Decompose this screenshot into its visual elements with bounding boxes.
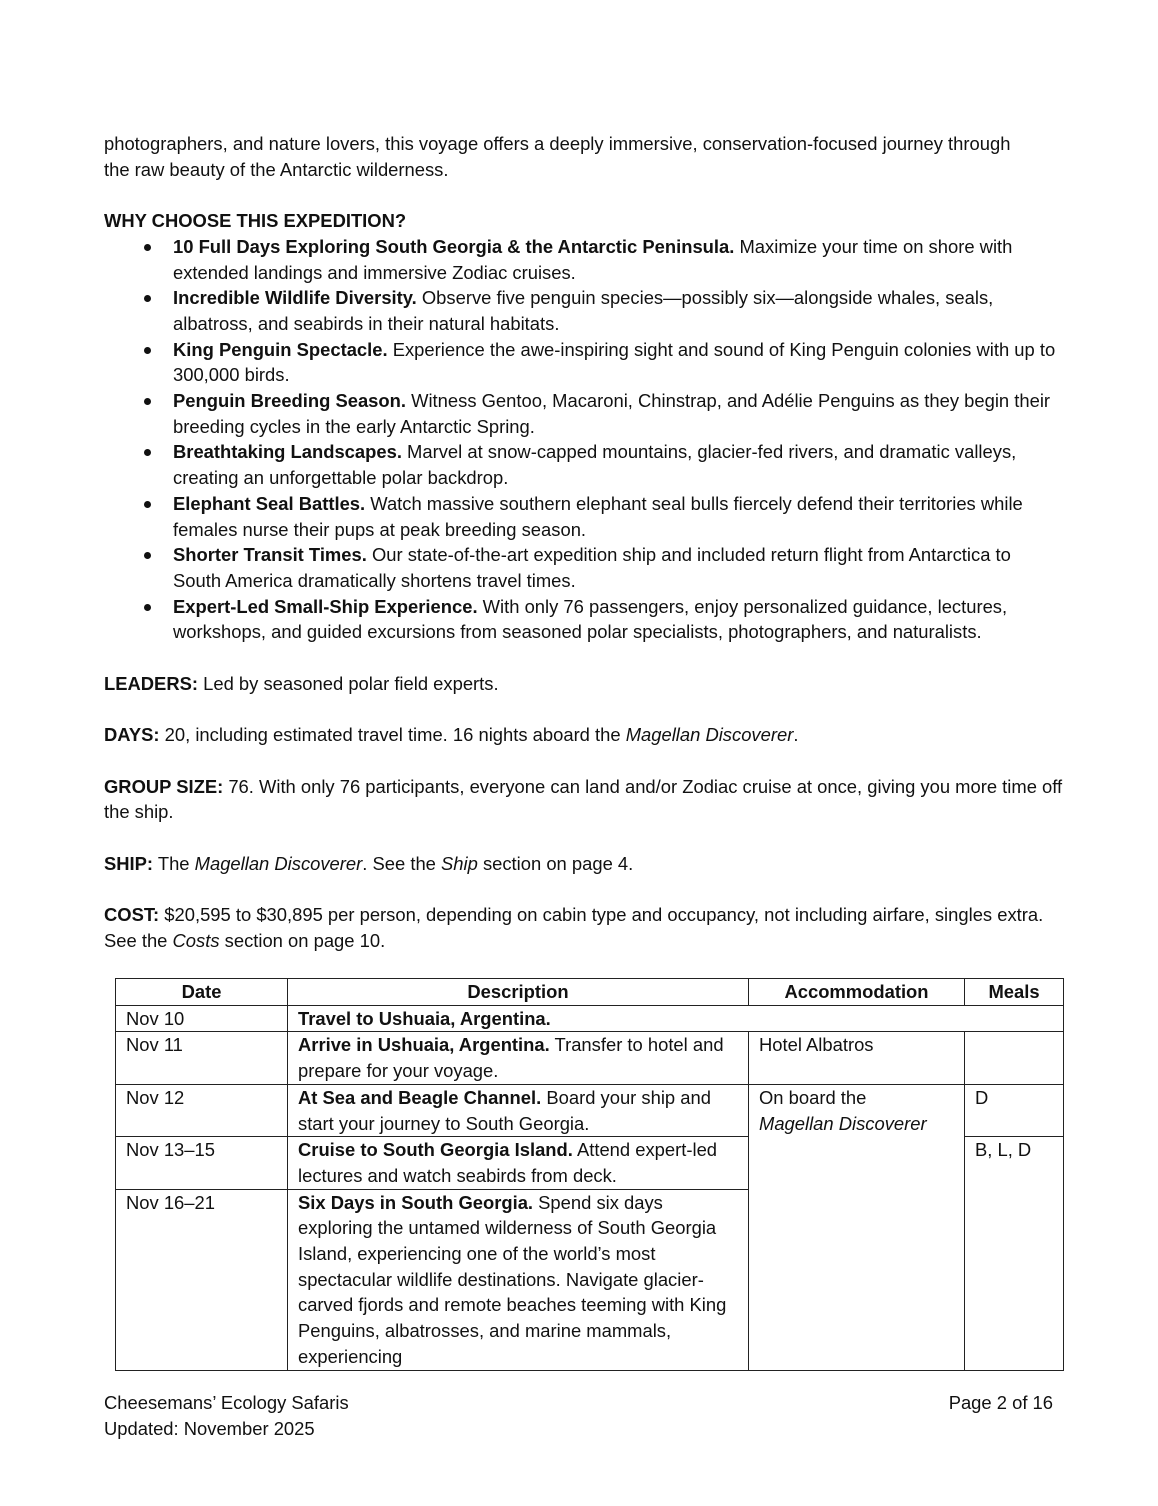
description-title: Six Days in South Georgia. — [298, 1191, 534, 1213]
ship-section-ref: Ship — [441, 852, 478, 874]
bullet-title: Incredible Wildlife Diversity. — [173, 287, 417, 309]
table-header-row — [116, 979, 1064, 1006]
bullet-icon — [144, 552, 151, 559]
column-header-accommodation: Accommodation — [749, 979, 965, 1006]
bullet-icon — [144, 398, 151, 405]
itinerary-table — [115, 978, 1064, 1371]
bullet-icon — [144, 449, 151, 456]
bullet-item — [104, 542, 1064, 593]
cell-description — [288, 1189, 749, 1370]
cell-date: Nov 11 — [116, 1032, 288, 1084]
bullet-item — [104, 439, 1064, 490]
bullet-icon — [144, 295, 151, 302]
ship-paragraph — [104, 851, 1064, 877]
why-bullet-list — [104, 234, 1064, 645]
group-size-paragraph — [104, 774, 1064, 825]
bullet-item — [104, 388, 1064, 439]
intro-line-2: the raw beauty of the Antarctic wilderness. — [104, 158, 449, 180]
leaders-paragraph — [104, 671, 1064, 697]
bullet-title: Shorter Transit Times. — [173, 544, 367, 566]
days-paragraph — [104, 722, 1064, 748]
bullet-text: Maximize your time on shore with extended landings and immersive Zodiac cruises. — [173, 235, 1013, 283]
ship-text-3: section on page 4. — [477, 852, 634, 874]
page-content — [104, 131, 1064, 953]
ship-text-2: . See the — [362, 852, 442, 874]
bullet-title: Penguin Breeding Season. — [173, 390, 406, 412]
days-ship-name: Magellan Discoverer — [625, 724, 794, 746]
cell-date: Nov 13–15 — [116, 1137, 288, 1189]
cell-meals: D — [965, 1084, 1064, 1136]
bullet-title: Elephant Seal Battles. — [173, 492, 366, 514]
leaders-label: LEADERS: — [104, 672, 199, 694]
intro-paragraph — [104, 131, 1064, 182]
cell-accommodation — [749, 1084, 965, 1370]
description-text: Attend expert-led lectures and watch seabirds from deck. — [298, 1139, 718, 1186]
description-text: Board your ship and start your journey to South Georgia. — [298, 1086, 711, 1134]
bullet-icon — [144, 501, 151, 508]
accommodation-ship-name: Magellan Discoverer — [759, 1112, 927, 1134]
footer-updated: Updated: November 2025 — [104, 1417, 315, 1439]
cell-date: Nov 16–21 — [116, 1189, 288, 1370]
cost-section-ref: Costs — [172, 929, 220, 951]
group-size-text: 76. With only 76 participants, everyone can land and/or Zodiac cruise at once, giving you more time off the ship. — [104, 775, 1063, 823]
bullet-icon — [144, 244, 151, 251]
cell-description — [288, 1084, 749, 1136]
days-text: 20, including estimated travel time. 16 nights aboard the — [159, 724, 626, 746]
page-footer — [104, 1390, 1053, 1441]
cell-description — [288, 1137, 749, 1189]
footer-company: Cheesemans’ Ecology Safaris — [104, 1392, 349, 1413]
description-text: Transfer to hotel and prepare for your voyage. — [298, 1034, 724, 1082]
bullet-item — [104, 491, 1064, 542]
column-header-meals: Meals — [965, 979, 1064, 1006]
cost-label: COST: — [104, 904, 160, 925]
ship-name: Magellan Discoverer — [194, 852, 363, 874]
cost-text-1: $20,595 to $30,895 per person, depending on cabin type and occupancy, not including airfare, singles extra. See the — [104, 904, 1044, 951]
table-row — [116, 1084, 1064, 1136]
ship-label: SHIP: — [104, 852, 154, 874]
description-title: Cruise to South Georgia Island. — [298, 1139, 573, 1161]
table-row — [116, 1032, 1064, 1084]
ship-text-1: The — [153, 852, 195, 874]
bullet-title: Expert-Led Small-Ship Experience. — [173, 595, 478, 617]
cell-meals — [965, 1032, 1064, 1084]
cell-meals: B, L, D — [965, 1137, 1064, 1370]
bullet-text: Marvel at snow-capped mountains, glacier-fed rivers, and dramatic valleys, creating an unforgettable polar backdrop. — [173, 441, 1017, 489]
cell-description — [288, 1032, 749, 1084]
cell-accommodation: Hotel Albatros — [749, 1032, 965, 1084]
bullet-text: Witness Gentoo, Macaroni, Chinstrap, and Adélie Penguins as they begin their breeding cycles in the early Antarctic Spring. — [173, 390, 1051, 437]
why-heading: WHY CHOOSE THIS EXPEDITION? — [104, 210, 407, 232]
bullet-text: Observe five penguin species—possibly six—alongside whales, seals, albatross, and seabirds in their natural habitats. — [173, 287, 994, 334]
cost-paragraph — [104, 902, 1064, 953]
days-label: DAYS: — [104, 724, 160, 746]
cell-date: Nov 12 — [116, 1084, 288, 1136]
leaders-text: Led by seasoned polar field experts. — [198, 672, 499, 694]
bullet-icon — [144, 604, 151, 611]
column-header-date: Date — [116, 979, 288, 1006]
cell-date: Nov 10 — [116, 1005, 288, 1032]
description-title: Travel to Ushuaia, Argentina. — [298, 1007, 551, 1029]
group-size-label: GROUP SIZE: — [104, 775, 224, 797]
description-title: At Sea and Beagle Channel. — [298, 1086, 542, 1108]
column-header-description: Description — [288, 979, 749, 1006]
bullet-title: Breathtaking Landscapes. — [173, 441, 402, 463]
intro-line-1: photographers, and nature lovers, this voyage offers a deeply immersive, conservation-focused journey through — [104, 133, 1011, 154]
description-title: Arrive in Ushuaia, Argentina. — [298, 1034, 550, 1056]
bullet-text: With only 76 passengers, enjoy personalized guidance, lectures, workshops, and guided excursions from seasoned polar specialists, photographers, and naturalists. — [173, 595, 1008, 643]
bullet-title: 10 Full Days Exploring South Georgia & the Antarctic Peninsula. — [173, 235, 735, 257]
bullet-text: Experience the awe-inspiring sight and sound of King Penguin colonies with up to 300,000 birds. — [173, 338, 1056, 386]
bullet-item — [104, 594, 1064, 645]
bullet-text: Our state-of-the-art expedition ship and included return flight from Antarctica to South America dramatically shortens travel times. — [173, 544, 1011, 591]
days-end: . — [793, 724, 799, 746]
bullet-icon — [144, 347, 151, 354]
cost-text-2: section on page 10. — [219, 929, 386, 951]
bullet-text: Watch massive southern elephant seal bulls fiercely defend their territories while females nurse their pups at peak breeding season. — [173, 492, 1023, 540]
footer-page-number: Page 2 of 16 — [948, 1392, 1053, 1413]
table-row — [116, 1005, 1064, 1032]
bullet-item — [104, 234, 1064, 285]
accommodation-prefix: On board the — [759, 1086, 867, 1108]
cell-description — [288, 1005, 1064, 1032]
bullet-item — [104, 285, 1064, 336]
bullet-title: King Penguin Spectacle. — [173, 338, 388, 360]
bullet-item — [104, 337, 1064, 388]
description-text: Spend six days exploring the untamed wilderness of South Georgia Island, experiencing one of the world’s most spectacular wildlife destinations. Navigate glacier-carved fjords and remote beaches teeming with King Penguins, albatrosses, and marine mammals, experiencing — [298, 1191, 727, 1367]
